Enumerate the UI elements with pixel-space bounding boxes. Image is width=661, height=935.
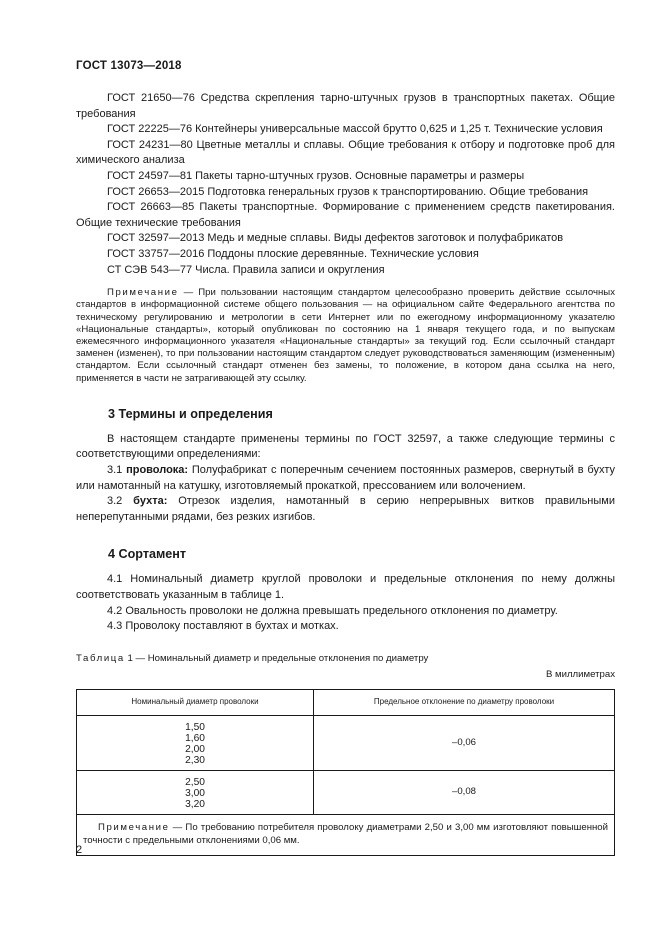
table-row	[77, 715, 615, 770]
note-text: — При пользовании настоящим стандартом целесообразно проверить действие ссылочных стандартов в информационной системе общего пользования — на официальном сайте Федерального агентства по техническому регулированию и метрологии в сети Интернет или по ежегодному информационному указателю «Национальные стандарты», который опубликован по состоянию на 1 января текущего года, и по выпускам ежемесячного информационного указателя «Национальные стандарты» за текущий год. Если ссылочный стандарт заменен (изменен), то при пользовании настоящим стандартом следует руководствоваться заменяющим (измененным) стандартом. Если ссылочный стандарт отменен без замены, то положение, в котором дана ссылка на него, применяется в части не затрагивающей эту ссылку.	[76, 287, 615, 384]
references-note	[76, 287, 615, 385]
page-content	[76, 91, 615, 856]
diameter-value: 2,00	[185, 743, 205, 755]
diameter-value: 3,20	[185, 798, 205, 810]
table-note	[77, 814, 615, 855]
diameter-value: 3,00	[185, 787, 205, 799]
diameter-cell	[77, 715, 314, 770]
term-name: бухта:	[133, 495, 168, 508]
reference-item: ГОСТ 26663—85 Пакеты транспортные. Формирование с применением средств пакетирования. Общие технические требования	[76, 201, 615, 229]
table-note-row	[77, 814, 615, 855]
section-4-heading: 4 Сортамент	[108, 547, 187, 562]
header-nominal-diameter: Номинальный диаметр проволоки	[77, 689, 314, 715]
term-definition	[76, 494, 615, 525]
reference-item: ГОСТ 24597—81 Пакеты тарно-штучных грузов. Основные параметры и размеры	[107, 169, 525, 182]
diameter-value: 2,50	[185, 776, 205, 788]
page-header: ГОСТ 13073—2018	[76, 60, 182, 72]
term-number: 3.2	[107, 495, 134, 508]
header-deviation: Предельное отклонение по диаметру проволоки	[314, 689, 615, 715]
page-number: 2	[76, 844, 83, 856]
normative-references	[76, 91, 615, 278]
term-text: Полуфабрикат с поперечным сечением постоянных размеров, свернутый в бухту или намотанный на катушку, изготовляемый прокаткой, прессованием или волочением.	[76, 463, 615, 492]
note-label: Примечание	[107, 287, 179, 299]
term-number: 3.1	[107, 463, 127, 476]
reference-item: ГОСТ 26653—2015 Подготовка генеральных грузов к транспортированию. Общие требования	[107, 185, 589, 198]
diameter-value: 1,50	[185, 721, 205, 733]
reference-item: ГОСТ 33757—2016 Поддоны плоские деревянные. Технические условия	[107, 247, 479, 260]
table-units: В миллиметрах	[545, 668, 615, 680]
diameter-value: 1,60	[185, 732, 205, 744]
term-definition	[76, 463, 615, 494]
section-3-heading: 3 Термины и определения	[108, 406, 273, 421]
reference-item: ГОСТ 22225—76 Контейнеры универсальные массой брутто 0,625 и 1,25 т. Технические условия	[107, 123, 603, 136]
table-header-row	[77, 689, 615, 715]
reference-item: ГОСТ 21650—76 Средства скрепления тарно-штучных грузов в транспортных пакетах. Общие требования	[76, 92, 615, 120]
diameter-value: 2,30	[185, 754, 205, 766]
term-text: Отрезок изделия, намотанный в серию непрерывных витков правильными неперепутанными рядами, без резких изгибов.	[76, 495, 615, 523]
clause-item: 4.3 Проволоку поставляют в бухтах и мотках.	[107, 620, 339, 633]
reference-item: СТ СЭВ 543—77 Числа. Правила записи и округления	[107, 263, 385, 276]
diameter-table	[76, 689, 615, 856]
table-note-label: Примечание	[98, 821, 170, 833]
table-caption-text: 1 — Номинальный диаметр и предельные отклонения по диаметру	[124, 652, 429, 664]
term-name: проволока:	[126, 463, 189, 476]
table-caption	[76, 653, 615, 665]
deviation-cell: –0,06	[314, 715, 615, 770]
table-row	[77, 770, 615, 814]
reference-item: ГОСТ 24231—80 Цветные металлы и сплавы. Общие требования к отбору и подготовке проб для химического анализа	[76, 138, 615, 167]
clause-item: 4.1 Номинальный диаметр круглой проволоки и предельные отклонения по нему должны соответствовать указанным в таблице 1.	[76, 573, 615, 601]
table-caption-label: Таблица	[76, 652, 125, 664]
deviation-cell: –0,08	[314, 770, 615, 814]
reference-item: ГОСТ 32597—2013 Медь и медные сплавы. Виды дефектов заготовок и полуфабрикатов	[107, 232, 564, 245]
diameter-cell	[77, 770, 314, 814]
section-3-intro: В настоящем стандарте применены термины по ГОСТ 32597, а также следующие термины с соответствующими определениями:	[76, 432, 615, 461]
table-note-text: — По требованию потребителя проволоку диаметрами 2,50 и 3,00 мм изготовляют повышенной точности с предельными отклонениями 0,06 мм.	[83, 821, 608, 846]
clause-item: 4.2 Овальность проволоки не должна превышать предельного отклонения по диаметру.	[107, 604, 558, 617]
